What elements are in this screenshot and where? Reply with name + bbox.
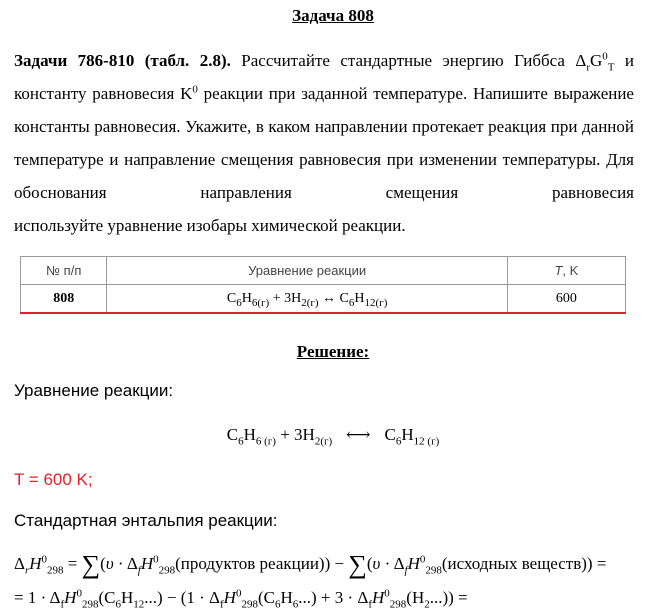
task-text-2: и константу равновесия K [14, 51, 634, 103]
enthalpy-formula-continued: = $1 \cdot \Delta_fH^0_{298}(C_6H_{12}...) - (1 \cdot \Delta_fH^0_{298}(C_6H_6...) + 3 \cdot \Delta_fH^0_{298}(H_2...))$ = [14, 587, 468, 610]
gibbs-g: G [589, 51, 603, 70]
header-equation: Уравнение реакции [107, 257, 507, 285]
row-number: 808 [21, 285, 107, 314]
page-title: Задача 808 [292, 6, 374, 25]
reversible-arrow-icon: ⟷ [346, 425, 371, 444]
sup-zero: 0 [602, 50, 608, 63]
row-equation: $C_6H_{6(г)} + 3H_{2(г)}$ ↔ $C_6H_{12(г)}$ [107, 285, 507, 314]
row-temperature: 600 [507, 285, 625, 314]
header-number: № п/п [21, 257, 107, 285]
enthalpy-formula: $\Delta_rH^0_{298} = \sum(\upsilon$ · $\Delta_fH^0_{298}(продуктов$ реакции)) − $\sum(\upsilon \cdot \Delta_fH^0_{298}(исходных$ веществ)) = [14, 550, 607, 579]
header-temperature: T, K [507, 257, 625, 285]
task-text-1: Рассчитайте стандартные энергию Гиббса Δ [230, 51, 587, 70]
temperature-line: T = 600 K; [14, 470, 93, 489]
sub-r: r [586, 61, 590, 74]
solution-heading: Решение: [296, 342, 370, 361]
task-text-3: реакции при заданной температуре. Напишите выражение константы равновесия. Укажите, в каком направлении протекает реакция при данной температуре и направление смещения равновесия при изменении температуры. Для обоснования направления смещения равновесия [14, 84, 634, 202]
reaction-table [20, 256, 626, 314]
task-label: Задачи 786-810 (табл. 2.8). [14, 51, 231, 70]
table-row [21, 285, 626, 314]
task-text-last: используйте уравнение изобары химической реакции. [14, 216, 406, 235]
table-header-row [21, 257, 626, 285]
reaction-equation: $C_6H_{6 (г)} + 3H_{2(г)}$ ⟷ $C_6H_{12 (г)}$ [226, 425, 440, 448]
equation-label: Уравнение реакции: [14, 381, 174, 400]
task-statement [14, 44, 634, 242]
sup-zero-k: 0 [192, 83, 198, 96]
sub-t: T [607, 61, 615, 74]
enthalpy-label: Стандартная энтальпия реакции: [14, 511, 278, 530]
